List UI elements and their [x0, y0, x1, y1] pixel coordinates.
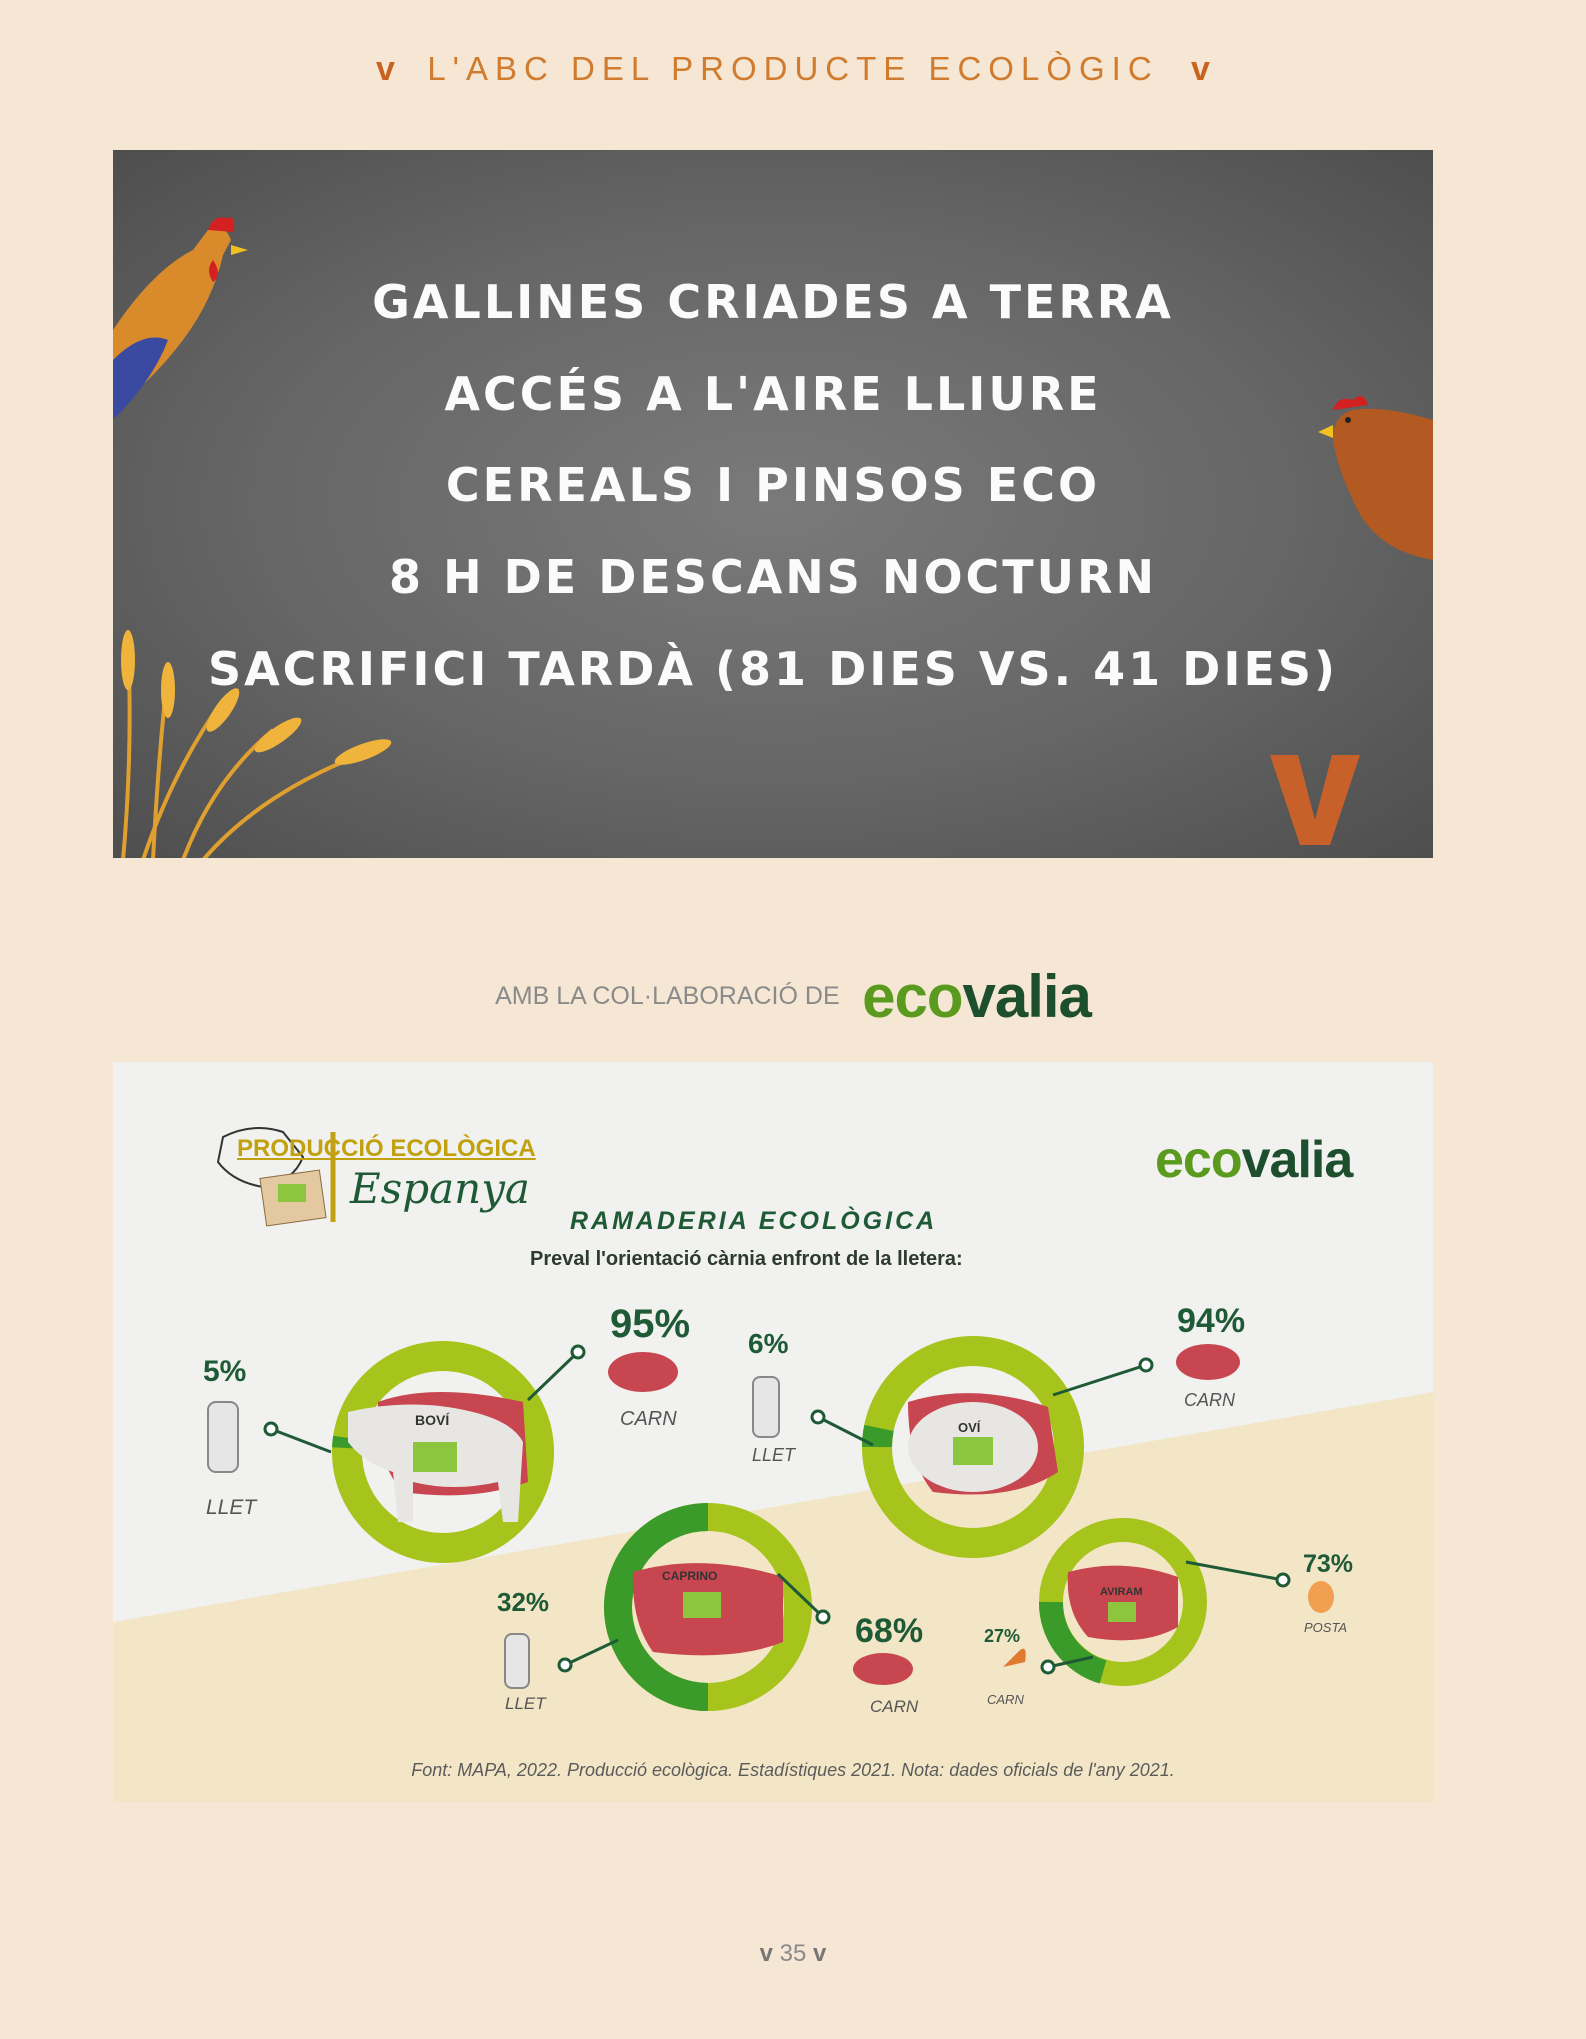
ecovalia-logo: ecovalia [1155, 1131, 1353, 1189]
wheat-icon [113, 600, 413, 858]
chalk-line: ACCÉS A L'AIRE LLIURE [444, 367, 1102, 421]
percent-value: 73% [1303, 1550, 1354, 1578]
percent-label: CARN [870, 1697, 919, 1716]
percent-value: 68% [855, 1612, 924, 1650]
percent-label: LLET [206, 1496, 257, 1519]
chalk-line: 8 H DE DESCANS NOCTURN [389, 550, 1157, 604]
section-header [0, 50, 1586, 89]
chalkboard-image [113, 150, 1433, 858]
corner-v-logo [1270, 750, 1360, 850]
percent-value: 32% [497, 1587, 550, 1617]
percent-label: CARN [987, 1692, 1024, 1707]
percent-value: 95% [610, 1302, 691, 1346]
percent-value: 27% [984, 1626, 1021, 1646]
chalk-line: CEREALS I PINSOS ECO [445, 458, 1101, 512]
percent-label: CARN [1184, 1390, 1236, 1410]
percent-value: 6% [748, 1328, 789, 1359]
v-mark-icon: v [376, 50, 395, 88]
infographic-subtitle: Espanya [350, 1164, 530, 1213]
animal-label: BOVÍ [415, 1412, 450, 1428]
percent-label: LLET [752, 1445, 796, 1465]
animal-label: AVIRAM [1100, 1586, 1143, 1598]
section-title: L'ABC DEL PRODUCTE ECOLÒGIC [427, 50, 1159, 87]
chalk-line: SACRIFICI TARDÀ (81 DIES VS. 41 DIES) [207, 642, 1339, 696]
v-mark-icon: v [813, 1940, 827, 1967]
infographic-title: PRODUCCIÓ ECOLÒGICA [237, 1135, 536, 1162]
v-mark-icon: v [1191, 50, 1210, 88]
collaboration-line [0, 962, 1586, 1031]
percent-value: 5% [203, 1355, 247, 1388]
source-note: Font: MAPA, 2022. Producció ecològica. Estadístiques 2021. Nota: dades oficials de l'any 2021. [411, 1760, 1175, 1780]
percent-label: CARN [620, 1408, 677, 1430]
page-number: v 35 v [759, 1940, 827, 1967]
ecovalia-logo: ecovalia [862, 963, 1091, 1030]
v-mark-icon: v [759, 1940, 773, 1967]
collaboration-text: AMB LA COL·LABORACIÓ DE [495, 982, 840, 1010]
percent-label: POSTA [1304, 1620, 1348, 1635]
animal-label: CAPRINO [662, 1569, 718, 1583]
percent-label: LLET [505, 1694, 546, 1713]
chalk-line: GALLINES CRIADES A TERRA [372, 275, 1174, 329]
infographic-subheading: Preval l'orientació càrnia enfront de la lletera: [530, 1248, 963, 1270]
infographic-heading: RAMADERIA ECOLÒGICA [570, 1207, 938, 1235]
percent-value: 94% [1177, 1302, 1246, 1340]
animal-label: OVÍ [958, 1420, 981, 1435]
